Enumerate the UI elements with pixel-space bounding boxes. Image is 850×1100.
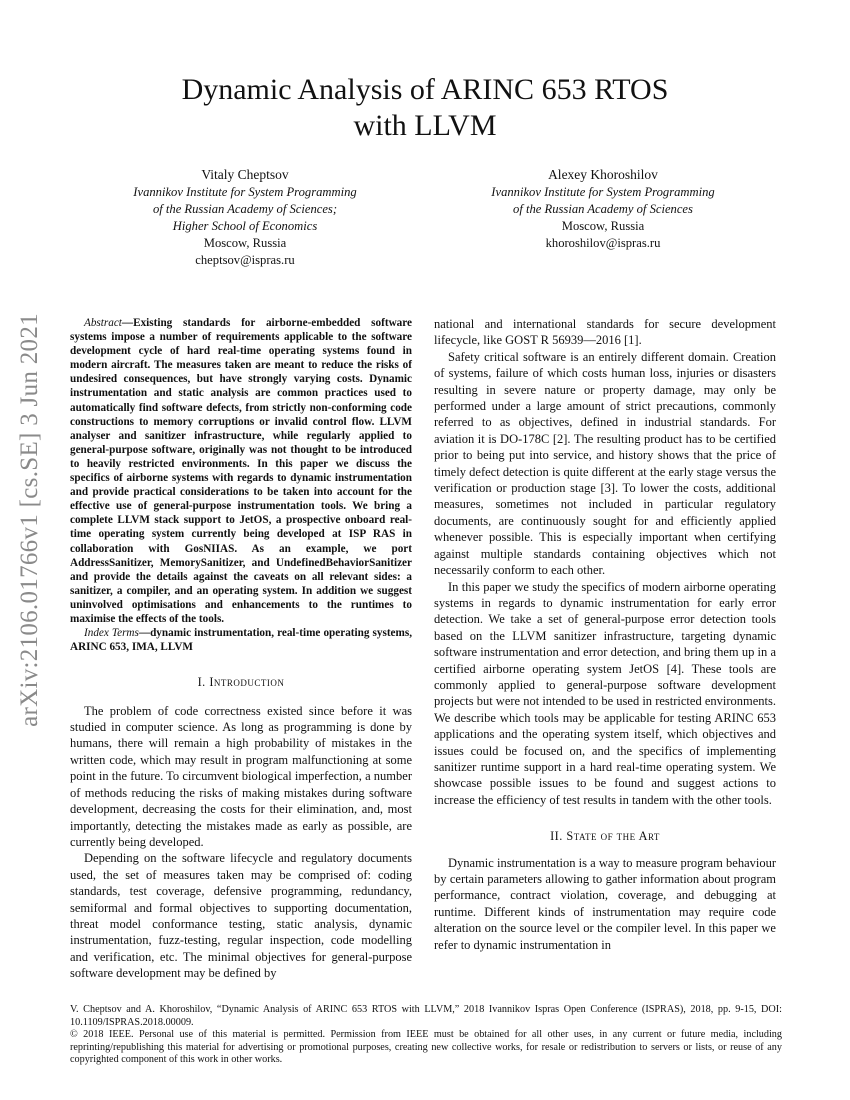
- citation-notice: V. Cheptsov and A. Khoroshilov, “Dynamic Analysis of ARINC 653 RTOS with LLVM,” 2018 Ivannikov Ispras Open Conference (ISPRAS), 2018, pp. 9-15, DOI: 10.1109/ISPRAS.2018.00009.: [70, 1004, 782, 1028]
- section-heading-state-of-the-art: II. State of the Art: [550, 829, 660, 844]
- author-1-affiliation-line-3: Higher School of Economics: [172, 219, 318, 233]
- left-column: [70, 316, 412, 982]
- abstract: [70, 316, 412, 626]
- title-line-1: Dynamic Analysis of ARINC 653 RTOS: [181, 73, 669, 106]
- copyright-notice: © 2018 IEEE. Personal use of this material is permitted. Permission from IEEE must be obtained for all other uses, in any current or future media, including reprinting/republishing this material for advertising or promotional purposes, creating new collective works, for resale or redistribution to servers or lists, or reuse of any copyrighted component of this work in other works.: [70, 1029, 782, 1066]
- index-terms-text: —dynamic instrumentation, real-time operating systems, ARINC 653, IMA, LLVM: [70, 627, 412, 654]
- intro-paragraph-2: Depending on the software lifecycle and regulatory documents used, the set of measures taken may be comprised of: coding standards, test coverage, defensive programming, redundancy, semiformal and formal objectives to supporting documentation, threat model conformance testing, static analysis, dynamic instrumentation, fuzz-testing, regular inspection, code modelling and verification, etc. The minimal objectives for general-purpose software development may be defined by: [70, 851, 412, 981]
- intro-paragraph-3: Safety critical software is an entirely different domain. Creation of systems, failure of which costs human loss, injuries or disasters resulting in severe nature or property damage, may only be performed under a large amount of strict precautions, commonly referred to as objectives, defined in industrial standards. For aviation it is DO-178C [2]. The resulting product has to be certified prior to being put into service, and history shows that the price of timely defect detection is quite different at the early stage versus the verification or production stage [3]. To lower the costs, additional measures, sometimes not included in particular regulatory documents, are continuously sought for and efficiently applied whenever possible. This is especially important when certifying against multiple standards containing objectives which not necessarily conform to each other.: [434, 349, 776, 578]
- author-1-location: Moscow, Russia: [203, 236, 287, 250]
- author-2: [438, 166, 768, 252]
- abstract-lead: Abstract: [84, 317, 122, 329]
- author-2-email: khoroshilov@ispras.ru: [545, 236, 661, 250]
- intro-paragraph-1: The problem of code correctness existed since before it was studied in computer science. As long as programming is done by humans, there will remain a high probability of mistakes in the written code, which may result in program malfunctioning at some point in the future. To circumvent biological imperfection, a number of methods reducing the risks of making mistakes during software development, decreasing the costs for their elimination, and, most importantly, detecting the mistakes made as early as possible, are currently being developed.: [70, 703, 412, 849]
- intro-paragraph-4: In this paper we study the specifics of modern airborne operating systems in regards to dynamic instrumentation for early error detection. We take a set of general-purpose error detection tools based on the LLVM sanitizer infrastructure, targeting dynamic software instrumentation and error detection, and bring them up in a certified airborne operating system JetOS [4]. These tools are commonly applied to general-purpose software development projects but were not intended to be used in restricted environments. We describe which tools may be applicable for testing ARINC 653 applications and the operating system itself, which objectives and issues could be focused on, and the specifics of implementing sanitizer runtime support in a hard real-time operating system. We showcase possible issues to be found and suggest actions to increase the efficiency of test results in tandem with the other tools.: [434, 579, 776, 807]
- author-1-email: cheptsov@ispras.ru: [195, 253, 295, 267]
- index-terms-lead: Index Terms: [84, 627, 139, 640]
- author-block: [70, 166, 780, 276]
- author-2-location: Moscow, Russia: [561, 219, 645, 233]
- paper-title: [70, 72, 780, 144]
- state-of-art-paragraph-1: Dynamic instrumentation is a way to measure program behaviour by certain parameters allowing to gather information about program performance, contract violation, coverage, and debugging at runtime. Different kinds of instrumentation may require code alteration on the source level or the compiler level. In this paper we refer to dynamic instrumentation in: [434, 855, 776, 952]
- right-column: [434, 316, 776, 953]
- index-terms: [70, 626, 412, 654]
- intro-paragraph-2-continued: national and international standards for secure development lifecycle, like GOST R 56939—2016 [1].: [434, 317, 776, 348]
- author-1: [80, 166, 410, 269]
- author-2-affiliation-line-2: of the Russian Academy of Sciences: [513, 202, 693, 216]
- section-heading-introduction: I. Introduction: [197, 675, 285, 690]
- author-1-affiliation-line-2: of the Russian Academy of Sciences;: [152, 202, 338, 216]
- author-2-name: Alexey Khoroshilov: [548, 167, 658, 182]
- author-1-name: Vitaly Cheptsov: [201, 167, 289, 182]
- abstract-text: —Existing standards for airborne-embedded software systems impose a number of requirements applicable to the software development cycle of hard real-time operating systems found in modern aircraft. The measures taken are meant to reduce the risks of undesired consequences, but have strongly varying costs. Dynamic instrumentation and static analysis are common practices used to automatically find software defects, from strictly non-conforming code constructions to memory corruptions or invalid control flow. LLVM analyser and sanitizer infrastructure, while regularly applied to general-purpose software, originally was not thought to be introduced to heavily restricted environments. In this paper we discuss the specifics of airborne systems with regards to dynamic instrumentation and provide practical considerations to be taken into account for the effective use of general-purpose instrumentation tools. We bring a complete LLVM stack support to JetOS, a prospective onboard real-time operating system currently being developed at ISP RAS in collaboration with GosNIIAS. As an example, we port AddressSanitizer, MemorySanitizer, and UndefinedBehaviorSanitizer and provide the details against the caveats on all relevant sides: a sanitizer, a compiler, and an operating system. In addition we suggest uninvolved optimisations and enhancements to the runtimes to maximise the effects of the tools.: [70, 317, 412, 625]
- title-line-2: with LLVM: [353, 109, 497, 142]
- arxiv-sidebar: [10, 290, 50, 750]
- author-1-affiliation-line-1: Ivannikov Institute for System Programming: [133, 185, 357, 199]
- copyright-footer: [70, 1004, 782, 1067]
- author-2-affiliation-line-1: Ivannikov Institute for System Programming: [491, 185, 715, 199]
- arxiv-identifier: arXiv:2106.01766v1 [cs.SE] 3 Jun 2021: [16, 313, 44, 727]
